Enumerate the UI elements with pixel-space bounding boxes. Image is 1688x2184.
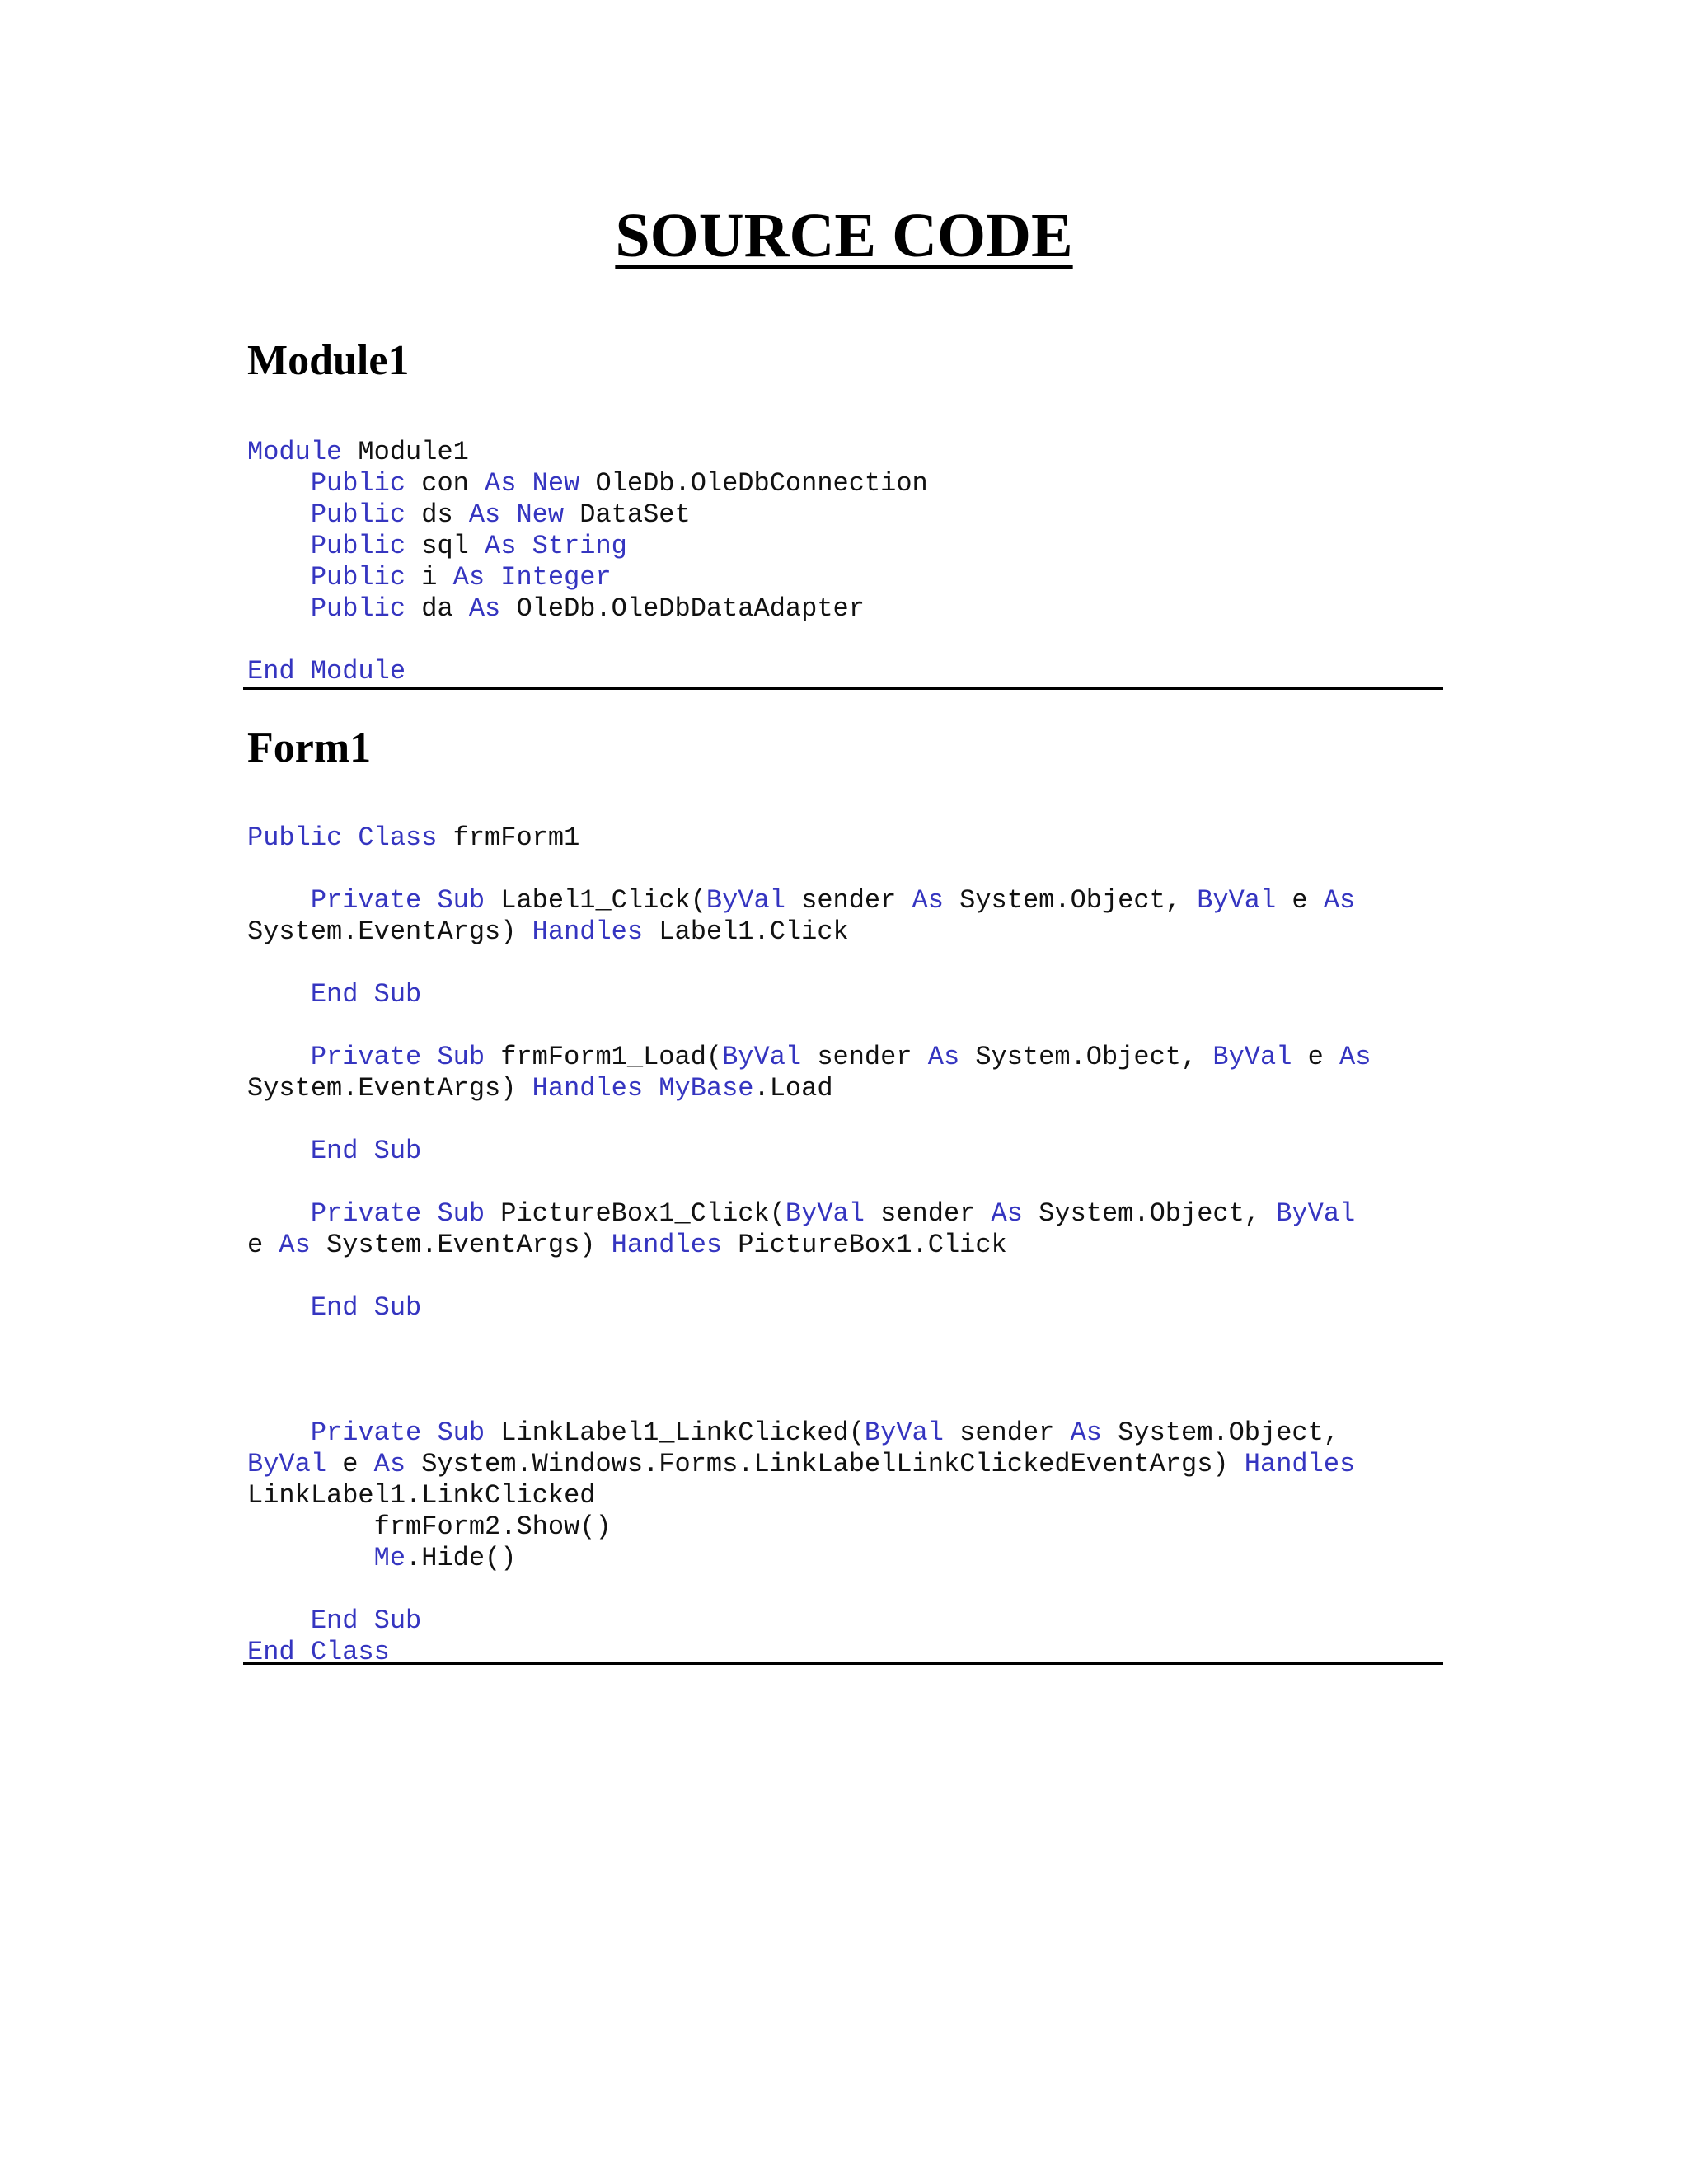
code-keyword: ByVal — [722, 1042, 802, 1072]
code-keyword: As — [912, 885, 944, 916]
code-keyword: As — [927, 1042, 960, 1072]
code-text — [485, 562, 500, 593]
code-text: OleDb.OleDbConnection — [579, 468, 928, 499]
code-line — [247, 1543, 1371, 1574]
code-text: ds — [406, 499, 469, 530]
code-line — [247, 1230, 1371, 1261]
page-title-text: SOURCE CODE — [615, 201, 1073, 270]
code-text — [421, 885, 437, 916]
code-text — [247, 979, 311, 1010]
code-keyword: End — [310, 1136, 359, 1166]
code-text — [247, 1543, 374, 1573]
code-keyword: End — [310, 1605, 359, 1636]
code-text — [247, 1605, 311, 1636]
code-keyword: ByVal — [1197, 885, 1277, 916]
section-heading-form1: Form1 — [247, 724, 372, 771]
code-line — [247, 1574, 1371, 1605]
code-keyword: Public — [310, 499, 406, 530]
code-text: DataSet — [564, 499, 691, 530]
code-keyword: ByVal — [864, 1418, 944, 1448]
code-line — [247, 1167, 1371, 1198]
code-text — [421, 1198, 437, 1229]
code-line — [247, 916, 1371, 948]
code-text: System.EventArgs) — [247, 916, 532, 947]
code-line — [247, 1136, 1371, 1167]
code-keyword: End — [247, 656, 295, 687]
code-text — [247, 468, 311, 499]
code-text: con — [406, 468, 485, 499]
section-divider — [243, 1662, 1443, 1665]
code-text — [421, 1042, 437, 1072]
code-text: sender — [943, 1418, 1071, 1448]
code-line — [247, 437, 928, 468]
code-text: PictureBox1.Click — [722, 1230, 1007, 1260]
code-text — [247, 1292, 311, 1323]
code-keyword: End — [247, 1637, 295, 1667]
code-text — [358, 1605, 373, 1636]
code-keyword: Sub — [373, 1605, 422, 1636]
code-text: Module1 — [342, 437, 469, 467]
code-text — [516, 531, 532, 561]
code-line — [247, 1386, 1371, 1418]
code-keyword: Handles — [611, 1230, 723, 1260]
code-text — [421, 1418, 437, 1448]
code-keyword: Public — [247, 823, 343, 853]
code-line — [247, 885, 1371, 916]
code-line — [247, 1480, 1371, 1511]
code-text: da — [406, 593, 469, 624]
code-keyword: New — [532, 468, 580, 499]
code-keyword: ByVal — [1276, 1198, 1356, 1229]
code-text: sender — [864, 1198, 992, 1229]
code-text: System.EventArgs) — [247, 1073, 532, 1104]
code-text: i — [406, 562, 453, 593]
code-text — [247, 499, 311, 530]
code-keyword: Sub — [373, 1292, 422, 1323]
code-keyword: Public — [310, 468, 406, 499]
code-keyword: As — [1323, 885, 1356, 916]
code-line — [247, 979, 1371, 1010]
code-text: sql — [406, 531, 485, 561]
code-keyword: Sub — [437, 1418, 485, 1448]
code-line — [247, 1449, 1371, 1480]
code-text — [247, 1198, 311, 1229]
code-text: LinkLabel1.LinkClicked — [247, 1480, 596, 1511]
code-line — [247, 1261, 1371, 1292]
code-text — [247, 531, 311, 561]
code-text: e — [326, 1449, 374, 1479]
code-line — [247, 1104, 1371, 1136]
code-keyword: ByVal — [1212, 1042, 1292, 1072]
code-keyword: As — [468, 499, 501, 530]
code-line — [247, 1418, 1371, 1449]
code-line — [247, 1511, 1371, 1543]
code-keyword: End — [310, 1292, 359, 1323]
code-keyword: ByVal — [247, 1449, 327, 1479]
code-line — [247, 562, 928, 593]
code-keyword: Me — [373, 1543, 406, 1573]
code-text — [342, 823, 358, 853]
code-text — [247, 1136, 311, 1166]
code-text — [516, 468, 532, 499]
code-text — [247, 593, 311, 624]
code-text: LinkLabel1_LinkClicked( — [485, 1418, 865, 1448]
code-text: System.EventArgs) — [310, 1230, 612, 1260]
code-text: sender — [801, 1042, 928, 1072]
code-keyword: String — [532, 531, 627, 561]
code-text: frmForm1 — [437, 823, 580, 853]
code-text: .Hide() — [406, 1543, 517, 1573]
code-keyword: Sub — [373, 979, 422, 1010]
code-keyword: Sub — [373, 1136, 422, 1166]
code-text — [247, 1418, 311, 1448]
code-line — [247, 1073, 1371, 1104]
code-line — [247, 823, 1371, 854]
code-keyword: Module — [247, 437, 343, 467]
code-text — [643, 1073, 659, 1104]
code-keyword: New — [516, 499, 565, 530]
code-text: System.Windows.Forms.LinkLabelLinkClickedEventArgs) — [406, 1449, 1245, 1479]
code-keyword: ByVal — [706, 885, 785, 916]
code-line — [247, 1292, 1371, 1324]
code-line — [247, 1198, 1371, 1230]
code-line — [247, 468, 928, 499]
code-text: PictureBox1_Click( — [485, 1198, 785, 1229]
code-text: e — [1276, 885, 1324, 916]
code-text — [247, 885, 311, 916]
code-keyword: MyBase — [659, 1073, 754, 1104]
code-keyword: As — [452, 562, 485, 593]
code-text — [358, 979, 373, 1010]
code-keyword: As — [1070, 1418, 1102, 1448]
code-text: Label1.Click — [643, 916, 849, 947]
code-keyword: End — [310, 979, 359, 1010]
code-line — [247, 1355, 1371, 1386]
code-text: System.Object, — [943, 885, 1198, 916]
code-keyword: ByVal — [785, 1198, 865, 1229]
code-keyword: Sub — [437, 1198, 485, 1229]
code-keyword: Private — [310, 885, 422, 916]
code-keyword: Private — [310, 1418, 422, 1448]
code-line — [247, 854, 1371, 885]
code-keyword: Public — [310, 593, 406, 624]
code-keyword: Handles — [1244, 1449, 1356, 1479]
code-keyword: As — [991, 1198, 1023, 1229]
code-keyword: Integer — [500, 562, 612, 593]
code-line — [247, 1042, 1371, 1073]
code-line — [247, 1010, 1371, 1042]
code-line — [247, 948, 1371, 979]
code-text: System.Object, — [959, 1042, 1213, 1072]
code-text: System.Object, — [1101, 1418, 1340, 1448]
code-keyword: As — [279, 1230, 311, 1260]
code-text: e — [1292, 1042, 1340, 1072]
page-title — [0, 196, 1688, 275]
code-text: OleDb.OleDbDataAdapter — [500, 593, 865, 624]
code-text — [358, 1292, 373, 1323]
code-keyword: As — [1339, 1042, 1372, 1072]
code-text: e — [247, 1230, 279, 1260]
code-keyword: Class — [358, 823, 438, 853]
code-text: .Load — [753, 1073, 833, 1104]
code-keyword: As — [373, 1449, 406, 1479]
code-line — [247, 656, 928, 687]
code-keyword: As — [485, 531, 517, 561]
code-keyword: As — [468, 593, 501, 624]
code-keyword: Handles — [532, 916, 644, 947]
code-text: System.Object, — [1022, 1198, 1277, 1229]
code-text: frmForm1_Load( — [485, 1042, 723, 1072]
code-keyword: Module — [310, 656, 406, 687]
code-keyword: Handles — [532, 1073, 644, 1104]
code-text — [295, 656, 311, 687]
code-line — [247, 531, 928, 562]
code-text — [247, 562, 311, 593]
code-keyword: Private — [310, 1198, 422, 1229]
code-text: Label1_Click( — [485, 885, 706, 916]
code-text — [247, 1042, 311, 1072]
code-text — [500, 499, 516, 530]
code-keyword: As — [485, 468, 517, 499]
code-keyword: Public — [310, 562, 406, 593]
code-text — [358, 1136, 373, 1166]
section-heading-module1: Module1 — [247, 337, 410, 384]
code-block-module1 — [247, 437, 928, 687]
code-text: frmForm2.Show() — [247, 1511, 612, 1542]
code-keyword: Private — [310, 1042, 422, 1072]
code-keyword: Sub — [437, 1042, 485, 1072]
section-divider — [243, 687, 1443, 690]
code-line — [247, 1605, 1371, 1637]
code-block-form1 — [247, 823, 1371, 1668]
code-line — [247, 1324, 1371, 1355]
code-line — [247, 593, 928, 625]
code-keyword: Class — [310, 1637, 390, 1667]
code-line — [247, 625, 928, 656]
code-keyword: Public — [310, 531, 406, 561]
code-text: sender — [785, 885, 912, 916]
code-keyword: Sub — [437, 885, 485, 916]
code-line — [247, 499, 928, 531]
